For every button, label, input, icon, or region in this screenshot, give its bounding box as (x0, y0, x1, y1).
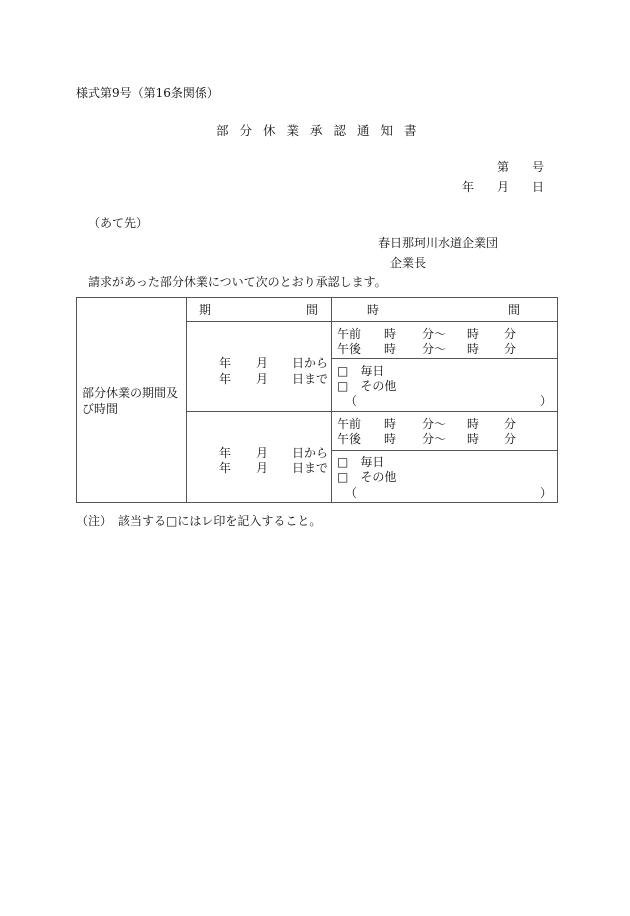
row2-daily-checkbox[interactable]: □ 毎日 (337, 455, 385, 469)
form-number: 様式第9号（第16条関係） (76, 86, 219, 100)
header-time-2: 間 (508, 303, 521, 317)
row1-to-year: 年 (219, 372, 232, 386)
row1-daily-checkbox[interactable]: □ 毎日 (337, 364, 385, 378)
row2-to-year: 年 (219, 461, 232, 475)
row1-from-day: 日から (292, 356, 329, 370)
date-month: 月 (497, 180, 510, 194)
row-label-line1: 部分休業の期間及 (82, 386, 179, 400)
row1-to-day: 日まで (292, 372, 329, 386)
row1-other-checkbox[interactable]: □ その他 (337, 379, 397, 393)
doc-no-dai: 第 (497, 160, 510, 174)
row-label-line2: び時間 (82, 402, 119, 416)
row1-paren-open: （ (345, 394, 358, 408)
header-time-1: 時 (367, 303, 380, 317)
row2-paren-close: ） (540, 486, 553, 500)
body-text: 請求があった部分休業について次のとおり承認します。 (88, 275, 387, 289)
row2-am: 午前 時 分～ 時 分 (337, 417, 517, 431)
note: （注） 該当する□にはレ印を記入すること。 (76, 514, 322, 528)
row1-paren-close: ） (540, 394, 553, 408)
issuer-org: 春日那珂川水道企業団 (378, 236, 499, 250)
issuer-title: 企業長 (390, 256, 427, 270)
header-period-1: 期 (199, 303, 212, 317)
row-label (82, 386, 178, 416)
row1-to-month: 月 (256, 372, 269, 386)
row2-paren-open: （ (345, 486, 358, 500)
row2-other-checkbox[interactable]: □ その他 (337, 470, 397, 484)
row2-to-month: 月 (256, 461, 269, 475)
row2-from-month: 月 (256, 446, 269, 460)
doc-no-go: 号 (532, 160, 545, 174)
row2-pm: 午後 時 分～ 時 分 (337, 432, 517, 446)
row1-from-year: 年 (219, 356, 232, 370)
header-period-2: 間 (306, 303, 319, 317)
date-year: 年 (462, 180, 475, 194)
row2-from-day: 日から (292, 446, 329, 460)
row2-from-year: 年 (219, 446, 232, 460)
date-day: 日 (532, 180, 545, 194)
row2-to-day: 日まで (292, 461, 329, 475)
row1-from-month: 月 (256, 356, 269, 370)
row1-pm: 午後 時 分～ 時 分 (337, 342, 517, 356)
addressee: （あて先） (88, 216, 149, 230)
page-title: 部分休業承認通知書 (216, 123, 428, 138)
row1-am: 午前 時 分～ 時 分 (337, 327, 517, 341)
